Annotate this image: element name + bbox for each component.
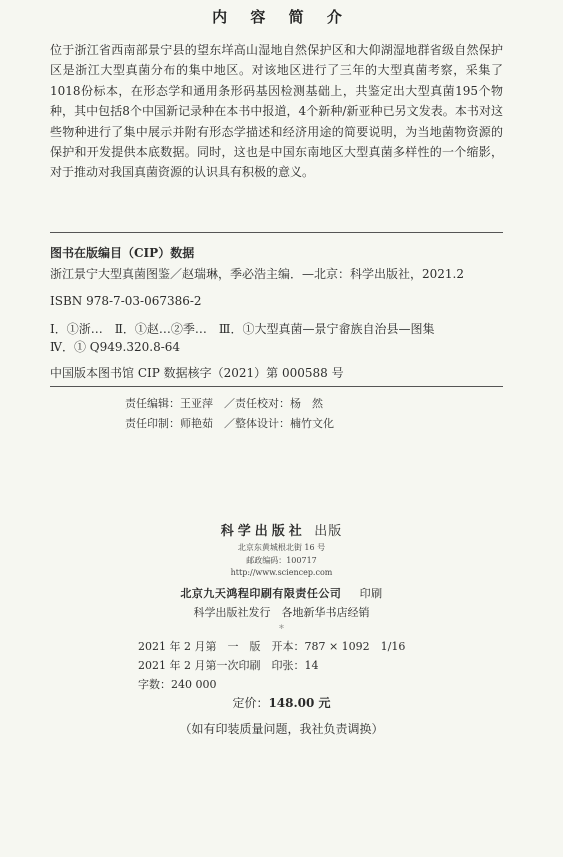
content-summary: 位于浙江省西南部景宁县的望东垟高山湿地自然保护区和大仰湖湿地群省级自然保护区是浙江大型真菌分布的集中地区。对该地区进行了三年的大型真菌考察，采集了1018份标本，在形态学和通用条形码基因检测基础上，共鉴定出大型真菌195个物种，其中包括8个中国新记录种在本书中报道，4个新种/新亚种已另文发表。本书对这些物种进行了集中展示并附有形态学描述和经济用途的简要说明，为当地菌物资源的保护和开发提供本底数据。同时，这也是中国东南地区大型真菌多样性的一个缩影，对于推动对我国真菌资源的认识具有积极的意义。	[50, 43, 503, 180]
staff-line-production: 责任印制：师艳茹 ／整体设计：楠竹文化	[125, 417, 334, 430]
cip-description: 浙江景宁大型真菌图鉴／赵瑞琳，季必浩主编．—北京：科学出版社，2021.2	[50, 267, 464, 281]
publisher-website: http://www.sciencep.com	[230, 568, 333, 577]
cip-heading: 图书在版编目（CIP）数据	[50, 246, 195, 260]
section-divider	[50, 232, 503, 233]
publisher-address: 北京东黄城根北街 16 号	[237, 543, 326, 552]
divider-mark: ＊	[278, 624, 285, 631]
quality-notice: （如有印装质量问题，我社负责调换）	[179, 722, 384, 736]
price-line	[0, 694, 563, 711]
cip-check-number: 中国版本图书馆 CIP 数据核字（2021）第 000588 号	[50, 366, 344, 380]
staff-line-editors: 责任编辑：王亚萍 ／责任校对：杨 然	[125, 397, 323, 410]
publisher-name	[0, 520, 563, 539]
cip-divider	[50, 386, 503, 387]
printer-line	[0, 585, 563, 601]
cip-isbn: ISBN 978-7-03-067386-2	[50, 294, 202, 308]
publisher-postcode: 邮政编码：100717	[246, 556, 317, 565]
price-value: 148.00 元	[268, 696, 331, 710]
publisher-name-text: 科学出版社	[220, 524, 306, 539]
cip-classification-1: Ⅰ．①浙… Ⅱ．①赵…②季… Ⅲ．①大型真菌—景宁畲族自治县—图集	[50, 322, 435, 336]
cip-classification-2: Ⅳ．① Q949.320.8-64	[50, 340, 181, 354]
printer-name: 北京九天鸿程印刷有限责任公司	[180, 587, 342, 600]
price-label: 定价：	[232, 696, 269, 710]
word-count-line: 字数：240 000	[138, 678, 217, 691]
printing-line: 2021 年 2 月第一次印刷 印张：14	[138, 659, 319, 672]
page-title: 内 容 简 介	[212, 8, 351, 26]
printer-suffix: 印刷	[359, 587, 383, 600]
distribution-line: 科学出版社发行 各地新华书店经销	[193, 606, 370, 619]
edition-line: 2021 年 2 月第 一 版 开本：787 × 1092 1/16	[138, 640, 406, 653]
publisher-suffix: 出版	[314, 524, 343, 539]
